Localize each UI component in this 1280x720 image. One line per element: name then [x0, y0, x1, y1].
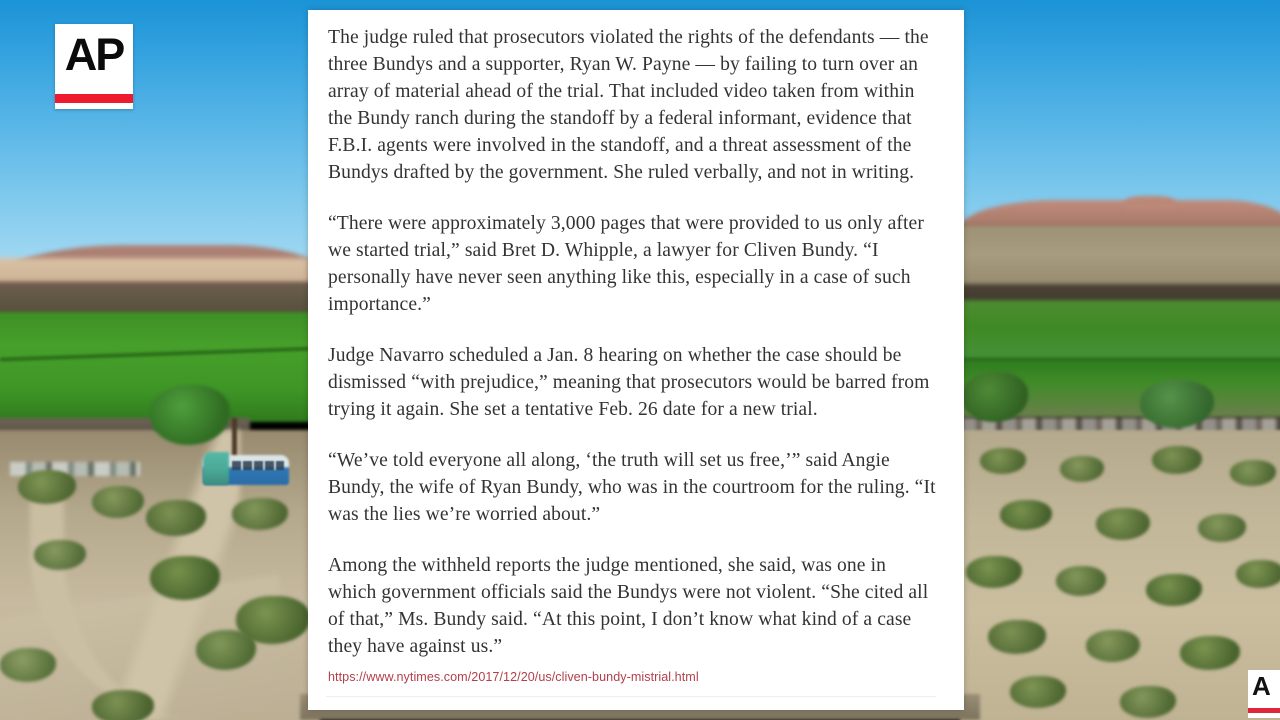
article-paragraph: Judge Navarro scheduled a Jan. 8 hearing on whether the case should be dismissed “with prejudice,” meaning that prosecutors would be barred from trying it again. She set a tentative Feb. 26 date for a new trial.	[328, 345, 930, 420]
source-url-link[interactable]: https://www.nytimes.com/2017/12/20/us/cliven-bundy-mistrial.html	[328, 670, 699, 684]
article-paragraph: Among the withheld reports the judge mentioned, she said, was one in which government officials said the Bundys were not violent. “She cited all of that,” Ms. Bundy said. “At this point, I don’t know what kind of a case they have against us.”	[328, 555, 929, 657]
shrub	[92, 690, 154, 720]
article-body	[328, 24, 938, 660]
article-paragraph: “We’ve told everyone all along, ‘the truth will set us free,’” said Angie Bundy, the wife of Ryan Bundy, who was in the courtroom for the ruling. “It was the lies we’re worried about.”	[328, 450, 936, 525]
article-paragraph: The judge ruled that prosecutors violated the rights of the defendants — the three Bundys and a supporter, Ryan W. Payne — by failing to turn over an array of material ahead of the trial. That included video taken from within the Bundy ranch during the standoff by a federal informant, evidence that F.B.I. agents were involved in the standoff, and a threat assessment of the Bundys drafted by the government. She ruled verbally, and not in writing.	[328, 27, 929, 183]
article-panel	[308, 10, 964, 710]
ap-watermark-label: A	[1252, 671, 1270, 701]
ap-watermark-red-bar	[1248, 708, 1280, 713]
footer-divider	[326, 696, 936, 697]
bus-front	[203, 452, 229, 485]
bus-windows	[232, 461, 284, 470]
article-paragraph: “There were approximately 3,000 pages that were provided to us only after we started trial,” said Bret D. Whipple, a lawyer for Cliven Bundy. “I personally have never seen anything like this, especially in a case of such importance.”	[328, 213, 924, 315]
ap-watermark	[1248, 670, 1280, 718]
shrub	[1236, 560, 1280, 588]
ap-logo-label: AP	[64, 29, 124, 80]
green-field-right	[960, 300, 1280, 360]
mesa-butte	[1125, 196, 1175, 210]
sand-ledge-left	[0, 258, 310, 284]
ap-logo-red-bar	[55, 94, 133, 103]
ap-logo	[55, 24, 133, 109]
